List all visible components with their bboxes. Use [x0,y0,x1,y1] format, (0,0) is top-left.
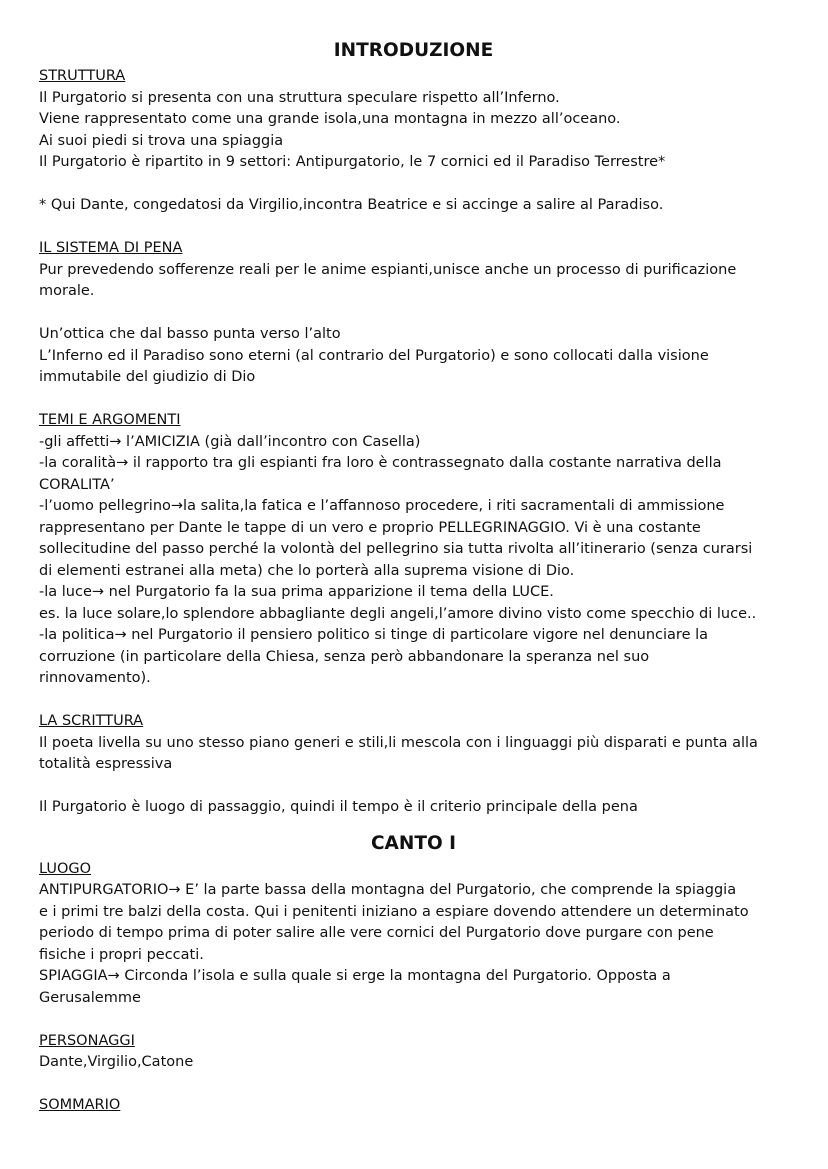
text-line: periodo di tempo prima di poter salire alle vere cornici del Purgatorio dove purgare con pene [39,925,714,941]
text-line: -la coralità→ il rapporto tra gli espianti fra loro è contrassegnato dalla costante narrativa della [39,455,722,471]
canto-title: CANTO I [370,832,457,854]
text-line: Gerusalemme [39,989,141,1006]
text-line: Il poeta livella su uno stesso piano generi e stili,li mescola con i linguaggi più disparati e punta alla [39,734,758,751]
section-sommario [39,1095,788,1117]
text-line: -l’uomo pellegrino→la salita,la fatica e l’affannoso procedere, i riti sacramentali di ammissione [39,498,725,514]
paragraph-gap [39,303,788,325]
section-struttura [39,66,788,238]
text-line: immutabile del giudizio di Dio [39,369,256,385]
text-line: CORALITA’ [39,476,115,493]
paragraph-gap [39,174,788,196]
text-line: Un’ottica che dal basso punta verso l’alto [39,326,341,342]
temi-heading: TEMI E ARGOMENTI [39,412,181,428]
text-line: Dante,Virgilio,Catone [39,1054,194,1070]
text-line: Il Purgatorio è luogo di passaggio, quindi il tempo è il criterio principale della pena [39,799,638,815]
text-line: L’Inferno ed il Paradiso sono eterni (al contrario del Purgatorio) e sono collocati dalla visione [39,347,709,364]
text-line: fisiche i propri peccati. [39,946,204,963]
text-line: Il Purgatorio si presenta con una struttura speculare rispetto all’Inferno. [39,89,560,106]
section-la-scrittura [39,711,788,819]
paragraph-gap [39,389,788,411]
text-line: sollecitudine del passo perché la volontà del pellegrino sia tutta rivolta all’itinerario (senza curarsi [39,541,753,557]
paragraph-gap [39,690,788,712]
text-line: Pur prevedendo sofferenze reali per le anime espianti,unisce anche un processo di purificazione [39,261,737,278]
paragraph-gap [39,1009,788,1031]
text-line: ANTIPURGATORIO→ E’ la parte bassa della montagna del Purgatorio, che comprende la spiaggia [39,882,737,898]
personaggi-heading: PERSONAGGI [39,1032,135,1049]
text-line: -la politica→ nel Purgatorio il pensiero politico si tinge di particolare vigore nel denunciare la [39,627,709,643]
text-line: -la luce→ nel Purgatorio fa la sua prima apparizione il tema della LUCE. [39,584,554,600]
text-line: di elementi estranei alla meta) che lo porterà alla suprema visione di Dio. [39,562,575,579]
text-line: morale. [39,283,95,299]
section-personaggi [39,1031,788,1096]
paragraph-gap [39,217,788,239]
text-line: rappresentano per Dante le tappe di un vero e proprio PELLEGRINAGGIO. Vi è una costante [39,519,701,536]
text-line: e i primi tre balzi della costa. Qui i penitenti iniziano a espiare dovendo attendere un determinato [39,903,749,920]
text-line: corruzione (in particolare della Chiesa, senza però abbandonare la speranza nel suo [39,648,650,665]
text-line: -gli affetti→ l’AMICIZIA (già dall’incontro con Casella) [39,433,421,450]
text-line: SPIAGGIA→ Circonda l’isola e sulla quale si erge la montagna del Purgatorio. Opposta a [39,968,671,984]
sistema-heading: IL SISTEMA DI PENA [39,240,183,256]
text-line: Viene rappresentato come una grande isola,una montagna in mezzo all’oceano. [39,111,621,127]
intro-title: INTRODUZIONE [333,40,494,61]
struttura-heading: STRUTTURA [39,68,126,84]
text-line: Ai suoi piedi si trova una spiaggia [39,132,284,149]
luogo-heading: LUOGO [39,860,92,877]
sommario-heading: SOMMARIO [39,1097,121,1113]
text-line: totalità espressiva [39,756,173,772]
section-temi-e-argomenti [39,410,788,711]
footnote: * Qui Dante, congedatosi da Virgilio,incontra Beatrice e si accinge a salire al Paradiso. [39,197,664,213]
paragraph-gap [39,776,788,798]
text-line: es. la luce solare,lo splendore abbagliante degli angeli,l’amore divino visto come specchio di luce.. [39,605,757,622]
section-luogo [39,859,788,1031]
paragraph-gap [39,1074,788,1096]
text-line: rinnovamento). [39,670,151,686]
text-line: Il Purgatorio è ripartito in 9 settori: Antipurgatorio, le 7 cornici ed il Paradiso Terrestre* [39,154,666,170]
section-sistema-di-pena [39,238,788,410]
scrittura-heading: LA SCRITTURA [39,713,144,729]
